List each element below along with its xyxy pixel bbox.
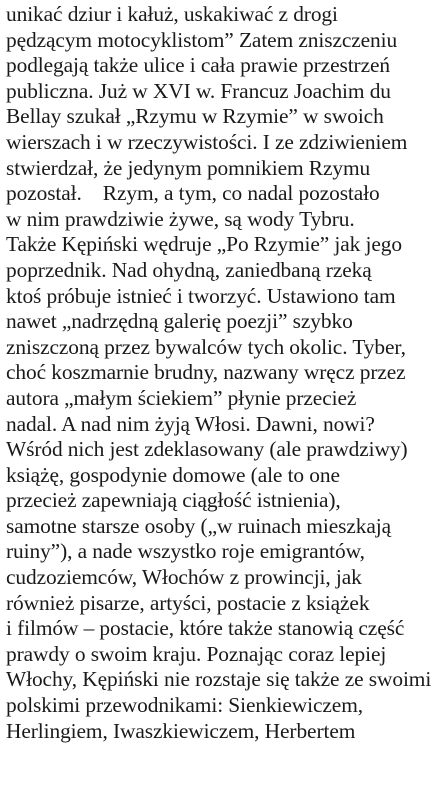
text-line: nadal. A nad nim żyją Włosi. Dawni, nowi? xyxy=(6,411,375,436)
text-line: prawdy o swoim kraju. Poznając coraz lepiej xyxy=(6,641,387,666)
text-line: samotne starsze osoby („w ruinach mieszkają xyxy=(6,513,391,538)
document-page xyxy=(6,2,442,744)
text-line: poprzednik. Nad ohydną, zaniedbaną rzeką xyxy=(6,257,372,282)
text-line: stwierdzał, że jedynym pomnikiem Rzymu xyxy=(6,155,371,180)
text-line: ruiny”), a nade wszystko roje emigrantów, xyxy=(6,539,365,564)
text-line: w nim prawdziwie żywe, są wody Tybru. xyxy=(6,206,355,231)
text-line: unikać dziur i kałuż, uskakiwać z drogi xyxy=(6,2,338,26)
text-line: autora „małym ściekiem” płynie przecież xyxy=(6,385,357,410)
text-line: Włochy, Kępiński nie rozstaje się także ze swoimi xyxy=(6,667,432,692)
text-line: podlegają także ulice i cała prawie przestrzeń xyxy=(6,53,390,78)
text-line: ktoś próbuje istnieć i tworzyć. Ustawiono tam xyxy=(6,283,396,308)
text-line: książę, gospodynie domowe (ale to one xyxy=(6,462,340,487)
text-line: zniszczoną przez bywalców tych okolic. Tyber, xyxy=(6,334,406,359)
text-line: choć koszmarnie brudny, nazwany wręcz przez xyxy=(6,360,406,385)
text-line: Bellay szukał „Rzymu w Rzymie” w swoich xyxy=(6,104,384,129)
text-line: nawet „nadrzędną galerię poezji” szybko xyxy=(6,309,353,334)
text-line: publiczna. Już w XVI w. Francuz Joachim du xyxy=(6,78,391,103)
text-line: również pisarze, artyści, postacie z książek xyxy=(6,590,370,615)
text-line: przecież zapewniają ciągłość istnienia), xyxy=(6,488,341,513)
text-line: pozostał. Rzym, a tym, co nadal pozostało xyxy=(6,181,380,206)
text-line: i filmów – postacie, które także stanowią część xyxy=(6,616,405,641)
text-line: Także Kępiński wędruje „Po Rzymie” jak jego xyxy=(6,232,402,257)
text-line: wierszach i w rzeczywistości. I ze zdziwieniem xyxy=(6,129,408,154)
text-line: Wśród nich jest zdeklasowany (ale prawdziwy) xyxy=(6,437,408,462)
text-line: Herlingiem, Iwaszkiewiczem, Herbertem xyxy=(6,718,356,743)
text-line: pędzącym motocyklistom” Zatem zniszczeniu xyxy=(6,27,398,52)
text-line: cudzoziemców, Włochów z prowincji, jak xyxy=(6,565,362,590)
text-line: polskimi przewodnikami: Sienkiewiczem, xyxy=(6,693,363,718)
